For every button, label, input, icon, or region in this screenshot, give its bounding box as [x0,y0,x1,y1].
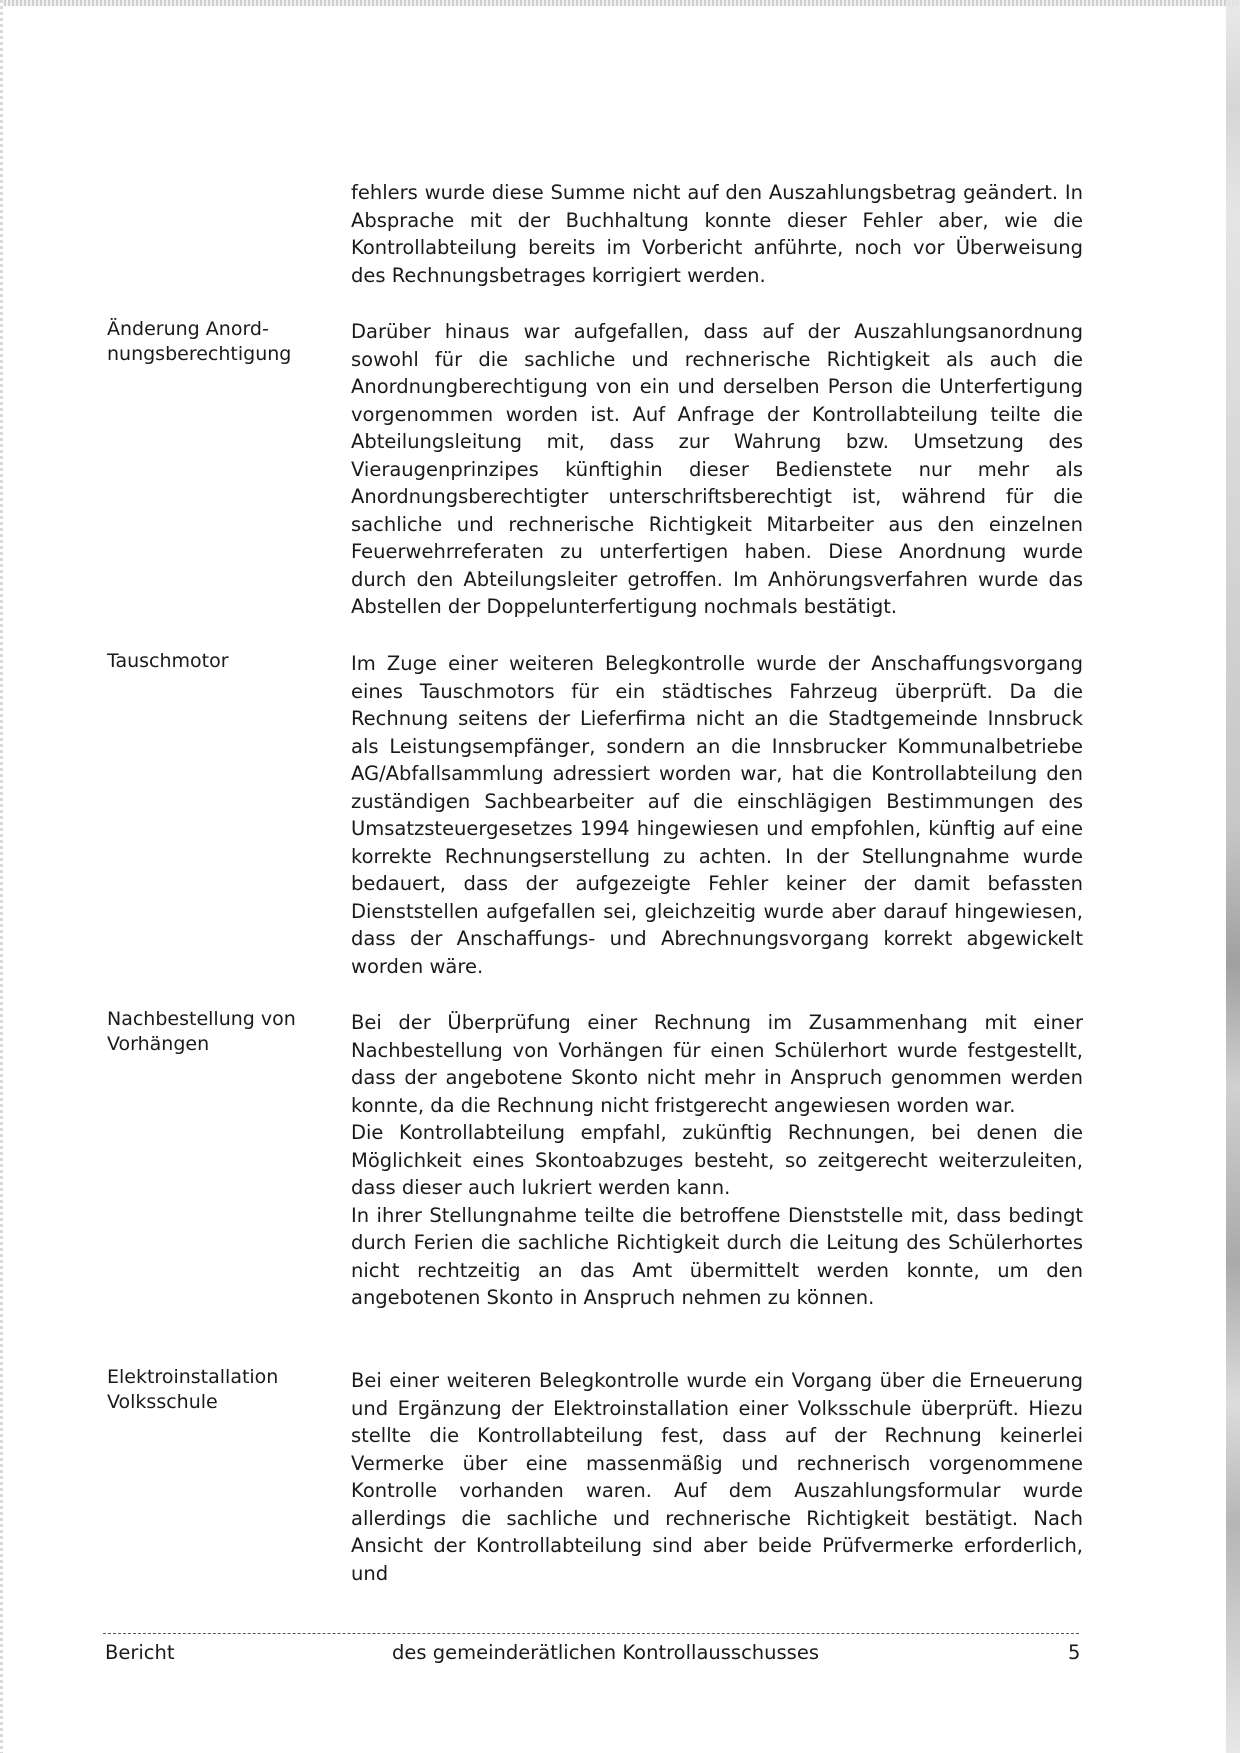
page-number: 5 [1068,1641,1081,1664]
section-label: Tauschmotor [107,650,229,672]
section-text [351,1009,1083,1312]
section-label: Elektroinstallation Volksschule [107,1366,279,1413]
section-text: fehlers wurde diese Summe nicht auf den Auszahlungsbetrag geändert. In Absprache mit der Buchhaltung konnte dieser Fehler aber, wie die Kontrollabteilung bereits im Vorbericht anführte, noch vor Überweisung des Rechnungsbetrages korrigiert werden. [351,181,1083,287]
footer-center-text: des gemeinderätlichen Kontrollausschusses [392,1641,819,1664]
section-label: Nachbestellung von Vorhängen [107,1008,296,1055]
section-text: Bei einer weiteren Belegkontrolle wurde ein Vorgang über die Erneuerung und Ergänzung der Elektroinstallation einer Volksschule überprüft. Hiezu stellte die Kontrollabteilung fest, dass auf der Rechnung keinerlei Vermerke über eine massenmäßig und rechnerisch vorgenommene Kontrolle vorhanden waren. Auf dem Auszahlungsformular wurde allerdings die sachliche und rechnerische Richtigkeit bestätigt. Nach Ansicht der Kontrollabteilung sind aber beide Prüfvermerke erforderlich, und [351,1369,1083,1585]
section-paragraph: Bei der Überprüfung einer Rechnung im Zusammenhang mit einer Nachbestellung von Vorhängen für einen Schülerhort wurde festgestellt, dass der angebotene Skonto nicht mehr in Anspruch genommen werden konnte, da die Rechnung nicht fristgerecht angewiesen worden war. [351,1011,1083,1117]
section-label: Änderung Anord-nungsberechtigung [107,318,292,365]
scan-edge-right [1226,0,1240,1753]
section-text: Im Zuge einer weiteren Belegkontrolle wurde der Anschaffungsvorgang eines Tauschmotors für ein städtisches Fahrzeug überprüft. Da die Rechnung seitens der Lieferfirma nicht an die Stadtgemeinde Innsbruck als Leistungsempfänger, sondern an die Innsbrucker Kommunalbetriebe AG/Abfallsammlung adressiert worden war, hat die Kontrollabteilung den zuständigen Sachbearbeiter auf die einschlägigen Bestimmungen des Umsatzsteuergesetzes 1994 hingewiesen und empfohlen, künftig auf eine korrekte Rechnungserstellung zu achten. In der Stellungnahme wurde bedauert, dass der aufgezeigte Fehler keiner der damit befassten Dienststellen aufgefallen sei, gleichzeitig wurde aber darauf hingewiesen, dass der Anschaffungs- und Abrechnungsvorgang korrekt abgewickelt worden wäre. [351,652,1083,978]
section-paragraph: Die Kontrollabteilung empfahl, zukünftig Rechnungen, bei denen die Möglichkeit eines Skontoabzuges besteht, so zeitgerecht weiterzuleiten, dass dieser auch lukriert werden kann. [351,1121,1083,1199]
section-text: Darüber hinaus war aufgefallen, dass auf der Auszahlungsanordnung sowohl für die sachliche und rechnerische Richtigkeit als auch die Anordnungberechtigung von ein und derselben Person die Unterfertigung vorgenommen worden ist. Auf Anfrage der Kontrollabteilung teilte die Abteilungsleitung mit, dass zur Wahrung bzw. Umsetzung des Vieraugenprinzipes künftighin dieser Bedienstete nur mehr als Anordnungsberechtigter unterschriftsberechtigt ist, während für die sachliche und rechnerische Richtigkeit Mitarbeiter aus den einzelnen Feuerwehrreferaten zu unterfertigen haben. Diese Anordnung wurde durch den Abteilungsleiter getroffen. Im Anhörungsverfahren wurde das Abstellen der Doppelunterfertigung nochmals bestätigt. [351,320,1083,618]
footer-left-text: Bericht [105,1641,175,1664]
scan-edge-left [0,0,3,1753]
section-paragraph: In ihrer Stellungnahme teilte die betroffene Dienststelle mit, dass bedingt durch Ferien die sachliche Richtigkeit durch die Leitung des Schülerhortes nicht rechtzeitig an das Amt übermittelt werden konnte, um den angebotenen Skonto in Anspruch nehmen zu können. [351,1203,1083,1309]
scan-edge-top [0,0,1240,6]
footer-divider [103,1633,1079,1634]
